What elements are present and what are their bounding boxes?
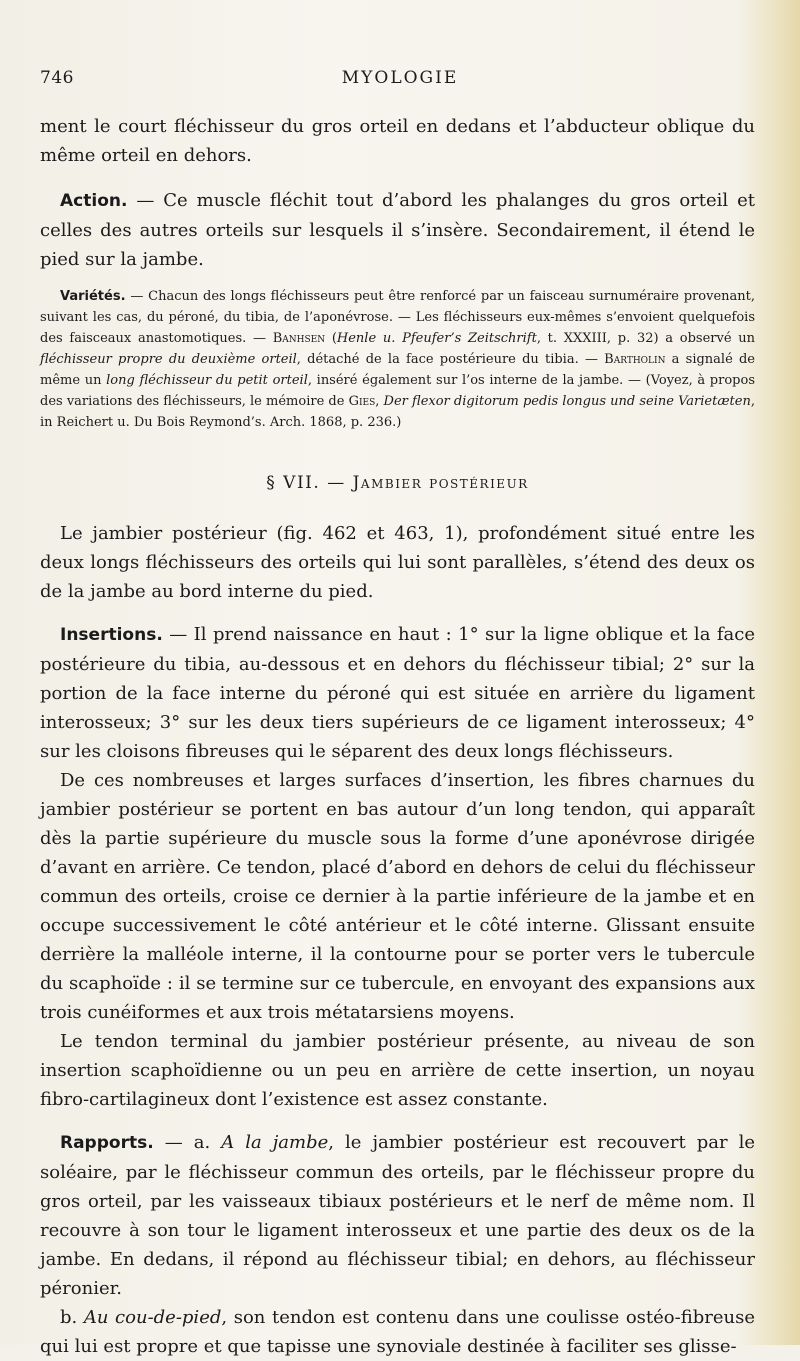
action-text: — Ce muscle fléchit tout d’abord les phalanges du gros orteil et celles des autres orteils sur lesquels il s’insère. Secondairement, il étend le pied sur la jambe. bbox=[40, 190, 755, 270]
varietes-text-6: , inséré également sur l’os interne de la jambe. — (Voyez, à propos des variations des fléchisseurs, le mémoire de bbox=[40, 373, 755, 409]
section-number: § VII. bbox=[266, 473, 321, 493]
page-number: 746 bbox=[40, 68, 74, 88]
varietes-text-8: , in Reichert u. Du Bois Reymond’s. Arch. 1868, p. 236.) bbox=[40, 394, 755, 430]
insertions-label: Insertions. bbox=[60, 625, 163, 645]
action-paragraph bbox=[40, 186, 755, 274]
varietes-text-5: a signalé de même un bbox=[40, 352, 755, 388]
insertions-text: — Il prend naissance en haut : 1° sur la ligne oblique et la face postérieure du tibia, au-dessous et en dehors du fléchisseur tibial; 2° sur la portion de la face interne du péroné qui est située en arrière du ligament interosseux; 3° sur les deux tiers supérieurs de ce ligament interosseux; 4° sur les cloisons fibreuses qui le séparent des deux longs fléchisseurs. bbox=[40, 624, 755, 762]
varietes-label: Variétés. bbox=[60, 289, 126, 304]
varietes-text-7: , bbox=[375, 394, 384, 409]
action-label: Action. bbox=[60, 191, 128, 211]
insertions-paragraph-2: De ces nombreuses et larges surfaces d’insertion, les fibres charnues du jambier postérieur se portent en bas autour d’un long tendon, qui apparaît dès la partie supérieure du muscle sous la forme d’une aponévrose dirigée d’avant en arrière. Ce tendon, placé d’abord en dehors de celui du fléchisseur commun des orteils, croise ce dernier à la partie inférieure de la jambe et en occupe successivement le côté antérieur et le côté interne. Glissant ensuite derrière la malléole interne, il la contourne pour se porter vers le tubercule du scaphoïde : il se termine sur ce tubercule, en envoyant des expansions aux trois cunéiformes et aux trois métatarsiens moyens. bbox=[40, 770, 755, 1023]
section-dash: — bbox=[320, 473, 353, 493]
rapports-paragraph-b bbox=[40, 1303, 755, 1361]
insertions-paragraph bbox=[40, 620, 755, 766]
description-paragraph: Le jambier postérieur (fig. 462 et 463, 1), profondément situé entre les deux longs fléchisseurs des orteils qui lui sont parallèles, s’étend des deux os de la jambe au bord interne du pied. bbox=[40, 523, 755, 602]
rapports-paragraph-a bbox=[40, 1128, 755, 1303]
rapports-a-text: , le jambier postérieur est recouvert par le soléaire, par le fléchisseur commun des orteils, par le fléchisseur propre du gros orteil, par les vaisseaux tibiaux postérieurs et le nerf de même nom. Il recouvre à son tour le ligament interosseux et une partie des deux os de la jambe. En dedans, il répond au fléchisseur tibial; en dehors, au fléchisseur péronier. bbox=[40, 1132, 755, 1299]
rapports-b-term: Au cou-de-pied bbox=[83, 1307, 222, 1328]
author-bartholin: Bartholin bbox=[604, 352, 666, 367]
page-header bbox=[40, 68, 760, 92]
section-title bbox=[40, 473, 755, 493]
intro-fragment: ment le court fléchisseur du gros orteil en dedans et l’abducteur oblique du même orteil en dehors. bbox=[40, 116, 755, 166]
varietes-text-4: , détaché de la face postérieure du tibia. — bbox=[296, 352, 605, 367]
varietes-text-2: ( bbox=[325, 331, 337, 346]
term-long-flechisseur: long fléchisseur du petit orteil bbox=[106, 373, 308, 388]
rapports-b-text: , son tendon est contenu dans une coulisse ostéo-fibreuse qui lui est propre et que tapisse une synoviale destinée à faciliter ses glisse- bbox=[40, 1307, 755, 1357]
rapports-b-intro: b. bbox=[60, 1307, 84, 1328]
varietes-text-3: , t. XXXIII, p. 32) a observé un bbox=[536, 331, 755, 346]
rapports-a-term: A la jambe bbox=[221, 1132, 329, 1153]
author-gies: Gies bbox=[348, 394, 376, 409]
author-banhsen: Banhsen bbox=[272, 331, 326, 346]
rapports-label: Rapports. bbox=[60, 1133, 154, 1153]
varietes-text-1: — Chacun des longs fléchisseurs peut être renforcé par un faisceau surnuméraire provenant, suivant les cas, du péroné, du tibia, de l’aponévrose. — Les fléchisseurs eux-mêmes s’envoient quelquefois des faisceaux anastomotiques. — bbox=[40, 289, 755, 346]
reference-der-flexor: Der flexor digitorum pedis longus und seine Varietæten bbox=[383, 394, 751, 409]
varietes-paragraph bbox=[40, 286, 755, 433]
page-content bbox=[40, 112, 755, 1361]
insertions-paragraph-3: Le tendon terminal du jambier postérieur présente, au niveau de son insertion scaphoïdienne ou un peu en arrière de cette insertion, un noyau fibro-cartilagineux dont l’existence est assez constante. bbox=[40, 1031, 755, 1110]
reference-zeitschrift: Henle u. Pfeufer’s Zeitschrift bbox=[336, 331, 537, 346]
section-name: Jambier postérieur bbox=[352, 473, 529, 493]
running-title: MYOLOGIE bbox=[341, 68, 459, 88]
rapports-a-intro: — a. bbox=[153, 1132, 222, 1153]
term-flechisseur-propre: fléchisseur propre du deuxième orteil bbox=[40, 352, 297, 367]
